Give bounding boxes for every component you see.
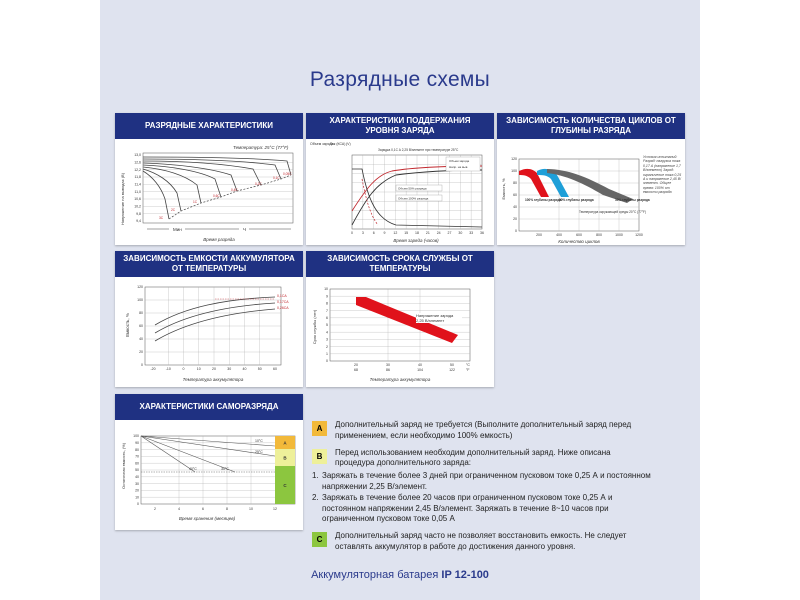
service-life-x-tick: 50 bbox=[450, 363, 454, 367]
service-life-chart bbox=[306, 277, 494, 387]
temp-capacity-y-tick: 20 bbox=[139, 350, 143, 355]
self-discharge-y-tick: 80 bbox=[135, 447, 139, 452]
self-discharge-chart-title: ХАРАКТЕРИСТИКИ САМОРАЗРЯДА bbox=[115, 394, 303, 420]
zone-a-label: A bbox=[283, 440, 287, 446]
temp-capacity-y-tick: 80 bbox=[139, 311, 143, 316]
cycles-y-tick: 80 bbox=[513, 181, 517, 186]
temp-capacity-x-tick: -10 bbox=[165, 367, 171, 371]
float-x-tick: 36 bbox=[480, 231, 484, 235]
float-x-label: Время заряда (часов) bbox=[393, 238, 439, 243]
zone-b-label: B bbox=[283, 455, 287, 461]
float-x-tick: 27 bbox=[447, 231, 452, 235]
discharge-h-label: Ч bbox=[243, 227, 246, 232]
self-discharge-legend bbox=[312, 420, 652, 559]
service-life-x-ticks bbox=[354, 363, 455, 372]
discharge-y-label: Напряжение на выводах (В) bbox=[120, 172, 125, 226]
self-discharge-x-tick: 10 bbox=[249, 507, 253, 511]
temp-capacity-x-label: Температура аккумулятора bbox=[182, 377, 244, 382]
cycles-label-50: 50% глубины разряда bbox=[559, 198, 594, 202]
temp-capacity-x-tick: 40 bbox=[242, 367, 247, 371]
discharge-curve-label: 0,6C bbox=[213, 194, 220, 198]
temp-capacity-chart-title: ЗАВИСИМОСТЬ ЕМКОСТИ АККУМУЛЯТОРА ОТ ТЕМПЕРАТУРЫ bbox=[115, 251, 303, 277]
self-discharge-x-tick: 8 bbox=[226, 507, 228, 511]
discharge-y-tick: 12,2 bbox=[134, 167, 141, 172]
temp-capacity-x-tick: 30 bbox=[227, 367, 232, 371]
cycles-x-label: Количество циклов bbox=[558, 239, 600, 244]
discharge-curve-label: 3C bbox=[159, 216, 164, 220]
legend-row-c bbox=[312, 531, 652, 553]
self-discharge-y-tick: 50 bbox=[135, 468, 139, 473]
service-life-x-tick: 68 bbox=[354, 368, 358, 372]
discharge-x-label: Время разряда bbox=[203, 237, 235, 242]
float-chart-title: ХАРАКТЕРИСТИКИ ПОДДЕРЖАНИЯ УРОВНЯ ЗАРЯДА bbox=[306, 113, 494, 139]
discharge-cutoff-line bbox=[169, 175, 291, 219]
cycles-x-tick: 600 bbox=[576, 233, 582, 237]
discharge-curve-label: 0,1C bbox=[273, 176, 280, 180]
discharge-y-tick: 9,8 bbox=[136, 211, 141, 216]
service-life-x-tick: 86 bbox=[386, 368, 390, 372]
discharge-y-tick: 12,6 bbox=[134, 160, 141, 165]
temp-capacity-y-tick: 100 bbox=[137, 298, 143, 303]
discharge-y-tick: 10,6 bbox=[134, 197, 141, 202]
float-col3: (V) bbox=[346, 142, 351, 146]
cycles-y-tick: 20 bbox=[513, 217, 517, 222]
temp-capacity-curve-0-26ca bbox=[155, 309, 275, 341]
discharge-curve-label: 0,2C bbox=[255, 182, 262, 186]
self-discharge-y-tick: 70 bbox=[135, 454, 139, 459]
temp-capacity-y-ticks bbox=[137, 285, 143, 367]
zone-c-label: C bbox=[283, 483, 287, 488]
float-x-tick: 30 bbox=[458, 231, 463, 235]
self-discharge-temp-25: 25°С bbox=[255, 450, 263, 454]
service-life-y-ticks bbox=[324, 287, 328, 363]
float-x-tick: 6 bbox=[372, 231, 375, 235]
float-x-tick: 0 bbox=[351, 231, 353, 235]
legend-badge-a: A bbox=[312, 421, 327, 436]
service-life-y-tick: 5 bbox=[326, 323, 328, 328]
cycles-chart-card bbox=[497, 113, 685, 245]
float-x-ticks bbox=[351, 231, 484, 235]
self-discharge-y-ticks bbox=[133, 434, 139, 506]
self-discharge-x-label: Время хранения (месяцев) bbox=[178, 516, 236, 521]
cycles-x-tick: 1000 bbox=[615, 233, 623, 237]
float-legend-3: Объем 100% разряда bbox=[398, 196, 429, 201]
service-life-y-tick: 1 bbox=[326, 352, 328, 356]
discharge-curve-0-05c bbox=[143, 157, 291, 175]
discharge-chart-title: РАЗРЯДНЫЕ ХАРАКТЕРИСТИКИ bbox=[115, 113, 303, 139]
procedure-num-1: 1. bbox=[312, 471, 319, 481]
cycles-x-tick: 400 bbox=[556, 233, 562, 237]
self-discharge-chart-card bbox=[115, 394, 303, 530]
discharge-curve-label: 0,4C bbox=[231, 188, 238, 192]
discharge-curve-label: 1C bbox=[193, 200, 198, 204]
float-legend-2: Объем 50% разряда bbox=[398, 186, 427, 191]
float-x-tick: 12 bbox=[393, 231, 398, 235]
self-discharge-x-tick: 12 bbox=[273, 507, 277, 511]
service-life-x-tick: 122 bbox=[449, 368, 455, 372]
product-footer bbox=[100, 569, 700, 581]
cycles-x-tick: 200 bbox=[536, 233, 542, 237]
charge-procedure-list bbox=[312, 471, 652, 525]
service-life-x-label: Температура аккумулятора bbox=[369, 377, 431, 382]
footer-prefix: Аккумуляторная батарея bbox=[311, 569, 439, 581]
service-life-y-tick: 8 bbox=[326, 301, 328, 306]
self-discharge-chart bbox=[115, 420, 303, 530]
self-discharge-x-tick: 4 bbox=[178, 507, 180, 511]
procedure-text-2: Заряжать в течение более 20 часов при ограниченном пусковом токе 0,25 А и постоянном напряжении 2,45 В/элемент. Заряжать в течение 8~10 часов при ограниченном пусковом токе 0,05 А bbox=[322, 492, 613, 524]
cycles-x-ticks bbox=[536, 233, 643, 237]
legend-row-b bbox=[312, 448, 652, 470]
discharge-curve-label: 0,05C bbox=[283, 172, 292, 176]
temp-capacity-y-tick: 60 bbox=[139, 324, 143, 329]
self-discharge-line-40c bbox=[141, 436, 195, 472]
float-col2: Ток (КСА) bbox=[330, 142, 346, 146]
cycles-y-label: Емкость, % bbox=[501, 178, 506, 200]
service-life-x-tick: 104 bbox=[417, 368, 423, 372]
footer-model: IP 12-100 bbox=[441, 569, 489, 581]
temp-capacity-chart-card bbox=[115, 251, 303, 387]
discharge-y-ticks bbox=[134, 153, 141, 223]
self-discharge-y-tick: 10 bbox=[135, 495, 139, 500]
self-discharge-y-tick: 60 bbox=[135, 461, 139, 466]
float-x-tick: 24 bbox=[436, 231, 441, 235]
temp-capacity-x-tick: 0 bbox=[182, 367, 185, 371]
temp-capacity-y-tick: 40 bbox=[139, 337, 143, 342]
self-discharge-temp-10: 10°С bbox=[255, 439, 263, 443]
service-life-x-tick: 30 bbox=[386, 363, 390, 367]
discharge-y-tick: 11,0 bbox=[134, 189, 141, 194]
service-life-y-tick: 2 bbox=[326, 344, 328, 349]
temp-capacity-x-tick: 60 bbox=[273, 367, 277, 371]
float-col1: Объем заряда bbox=[310, 142, 334, 146]
temp-capacity-label-1: 0,17СА bbox=[277, 300, 289, 304]
float-x-tick: 18 bbox=[415, 231, 419, 235]
service-life-chart-card bbox=[306, 251, 494, 387]
cycles-y-tick: 120 bbox=[511, 157, 517, 162]
cycles-temp-note: Температура окружающей среды 20°C (77°F) bbox=[579, 210, 647, 214]
self-discharge-temp-40: 40°С bbox=[189, 467, 197, 471]
self-discharge-x-tick: 2 bbox=[154, 507, 156, 511]
discharge-y-tick: 13,0 bbox=[134, 153, 141, 158]
cycles-x-tick: 800 bbox=[596, 233, 602, 237]
service-life-chart-title: ЗАВИСИМОСТЬ СРОКА СЛУЖБЫ ОТ ТЕМПЕРАТУРЫ bbox=[306, 251, 494, 277]
legend-text-b: Перед использованием необходим дополнительный заряд. Ниже описана процедура дополнительного заряда: bbox=[335, 447, 611, 468]
legend-text-c: Дополнительный заряд часто не позволяет восстановить емкость. Не следует оставлять аккумулятор в работе до достижения данного уровня. bbox=[335, 531, 627, 551]
float-x-tick: 33 bbox=[469, 231, 474, 235]
cycles-y-tick: 40 bbox=[513, 205, 517, 210]
self-discharge-y-label: Остаточная емкость, (%) bbox=[121, 442, 126, 490]
procedure-text-1: Заряжать в течение более 3 дней при ограниченном пусковом токе 0,25 А и постоянном напряжении 2,25 В/элемент. bbox=[322, 471, 651, 491]
temp-capacity-x-tick: 50 bbox=[257, 367, 262, 371]
cycles-chart-title: ЗАВИСИМОСТЬ КОЛИЧЕСТВА ЦИКЛОВ ОТ ГЛУБИНЫ РАЗРЯДА bbox=[497, 113, 685, 139]
discharge-temp-label: Температура: 25°С (77°F) bbox=[233, 145, 289, 150]
self-discharge-y-tick: 40 bbox=[135, 475, 139, 479]
legend-badge-c: C bbox=[312, 532, 327, 547]
temp-capacity-x-ticks bbox=[150, 367, 277, 371]
service-life-unit-c: °C bbox=[466, 363, 470, 367]
discharge-curve-3c bbox=[143, 171, 169, 219]
discharge-y-tick: 11,8 bbox=[134, 175, 141, 180]
service-life-y-tick: 7 bbox=[326, 308, 328, 313]
discharge-chart-card bbox=[115, 113, 303, 245]
float-x-tick: 9 bbox=[383, 231, 386, 235]
procedure-item-2 bbox=[312, 493, 652, 525]
service-life-y-label: Срок службы (лет) bbox=[312, 309, 317, 345]
discharge-curve-labels bbox=[159, 172, 292, 220]
legend-row-a bbox=[312, 420, 652, 442]
service-life-y-tick: 0 bbox=[326, 359, 328, 364]
legend-badge-b: B bbox=[312, 449, 327, 464]
discharge-curves bbox=[143, 157, 291, 219]
procedure-item-1 bbox=[312, 471, 652, 493]
cycles-x-tick: 1200 bbox=[635, 233, 643, 237]
self-discharge-temp-30: 30°С bbox=[221, 467, 229, 471]
page-title: Разрядные схемы bbox=[309, 68, 491, 91]
service-life-y-tick: 6 bbox=[326, 316, 328, 320]
service-life-x-tick: 20 bbox=[354, 363, 358, 367]
temp-capacity-y-tick: 0 bbox=[141, 363, 143, 368]
cycles-y-tick: 60 bbox=[513, 193, 517, 198]
service-life-y-tick: 4 bbox=[326, 330, 328, 335]
discharge-curve-0-1c bbox=[143, 159, 281, 179]
service-life-unit-f: °F bbox=[466, 368, 470, 372]
float-legend-1: Напр. на выв. bbox=[449, 165, 469, 169]
self-discharge-y-tick: 0 bbox=[137, 502, 139, 507]
float-note: Зарядка 0,1С А 2,25 В/элемент при температуре 25°С bbox=[378, 148, 459, 152]
temp-capacity-y-tick: 120 bbox=[137, 285, 143, 290]
service-life-x-tick: 40 bbox=[418, 363, 422, 367]
discharge-min-label: Мин bbox=[173, 227, 182, 232]
float-x-tick: 15 bbox=[404, 231, 409, 235]
cycles-y-tick: 0 bbox=[515, 229, 517, 234]
self-discharge-y-tick: 20 bbox=[135, 488, 139, 493]
float-chart bbox=[306, 139, 494, 245]
temp-capacity-chart bbox=[115, 277, 303, 387]
service-life-y-tick: 3 bbox=[326, 337, 328, 342]
service-life-note: Напряжение заряда 2,25 В/элемент bbox=[416, 313, 462, 323]
cycles-chart bbox=[497, 139, 685, 245]
discharge-curve-label: 2C bbox=[171, 208, 176, 212]
self-discharge-y-tick: 100 bbox=[133, 434, 139, 439]
self-discharge-x-tick: 6 bbox=[202, 507, 204, 511]
temp-capacity-grid bbox=[145, 287, 281, 365]
discharge-curve-0-2c bbox=[143, 161, 261, 185]
cycles-y-tick: 100 bbox=[511, 169, 517, 174]
temp-capacity-y-label: Емкость, % bbox=[125, 313, 130, 337]
float-legend-0: Объем заряда bbox=[449, 159, 470, 163]
float-charge-chart-card bbox=[306, 113, 494, 245]
legend-text-a: Дополнительный заряд не требуется (Выполните дополнительный заряд перед применением, если необходимо 100% емкость) bbox=[335, 420, 632, 440]
cycles-side-note: Условия испытаний: Разряд: нагрузка тока 0,17 А (напряжение 1,7 В/элемент) Заряд: ограничение тока 0,25 А и напряжение 2,45 В/элемент. Общее время: 100% от емкости разряда bbox=[643, 155, 682, 194]
service-life-y-tick: 10 bbox=[324, 287, 328, 292]
self-discharge-y-tick: 90 bbox=[135, 441, 139, 445]
float-legend bbox=[396, 157, 480, 201]
service-life-y-tick: 9 bbox=[326, 294, 328, 299]
temp-capacity-x-tick: -20 bbox=[150, 367, 156, 371]
procedure-num-2: 2. bbox=[312, 492, 319, 502]
discharge-y-tick: 10,2 bbox=[134, 204, 141, 209]
float-x-tick: 3 bbox=[361, 231, 364, 235]
cycles-label-100: 100% глубины разряда bbox=[525, 198, 562, 202]
self-discharge-y-tick: 30 bbox=[135, 481, 139, 486]
float-x-tick: 21 bbox=[425, 231, 430, 235]
discharge-y-tick: 9,4 bbox=[136, 219, 141, 224]
temp-capacity-x-tick: 10 bbox=[196, 367, 201, 371]
cycles-y-ticks bbox=[511, 157, 517, 233]
cycles-label-30: 30% глубины разряда bbox=[615, 198, 650, 202]
temp-capacity-label-2: 0,26СА bbox=[277, 306, 289, 310]
discharge-y-tick: 11,4 bbox=[134, 182, 141, 187]
temp-capacity-x-tick: 20 bbox=[212, 367, 216, 371]
self-discharge-x-ticks bbox=[154, 507, 277, 511]
temp-capacity-label-0: 0,1СА bbox=[277, 294, 287, 298]
document-sheet bbox=[100, 0, 700, 600]
discharge-chart bbox=[115, 139, 303, 245]
